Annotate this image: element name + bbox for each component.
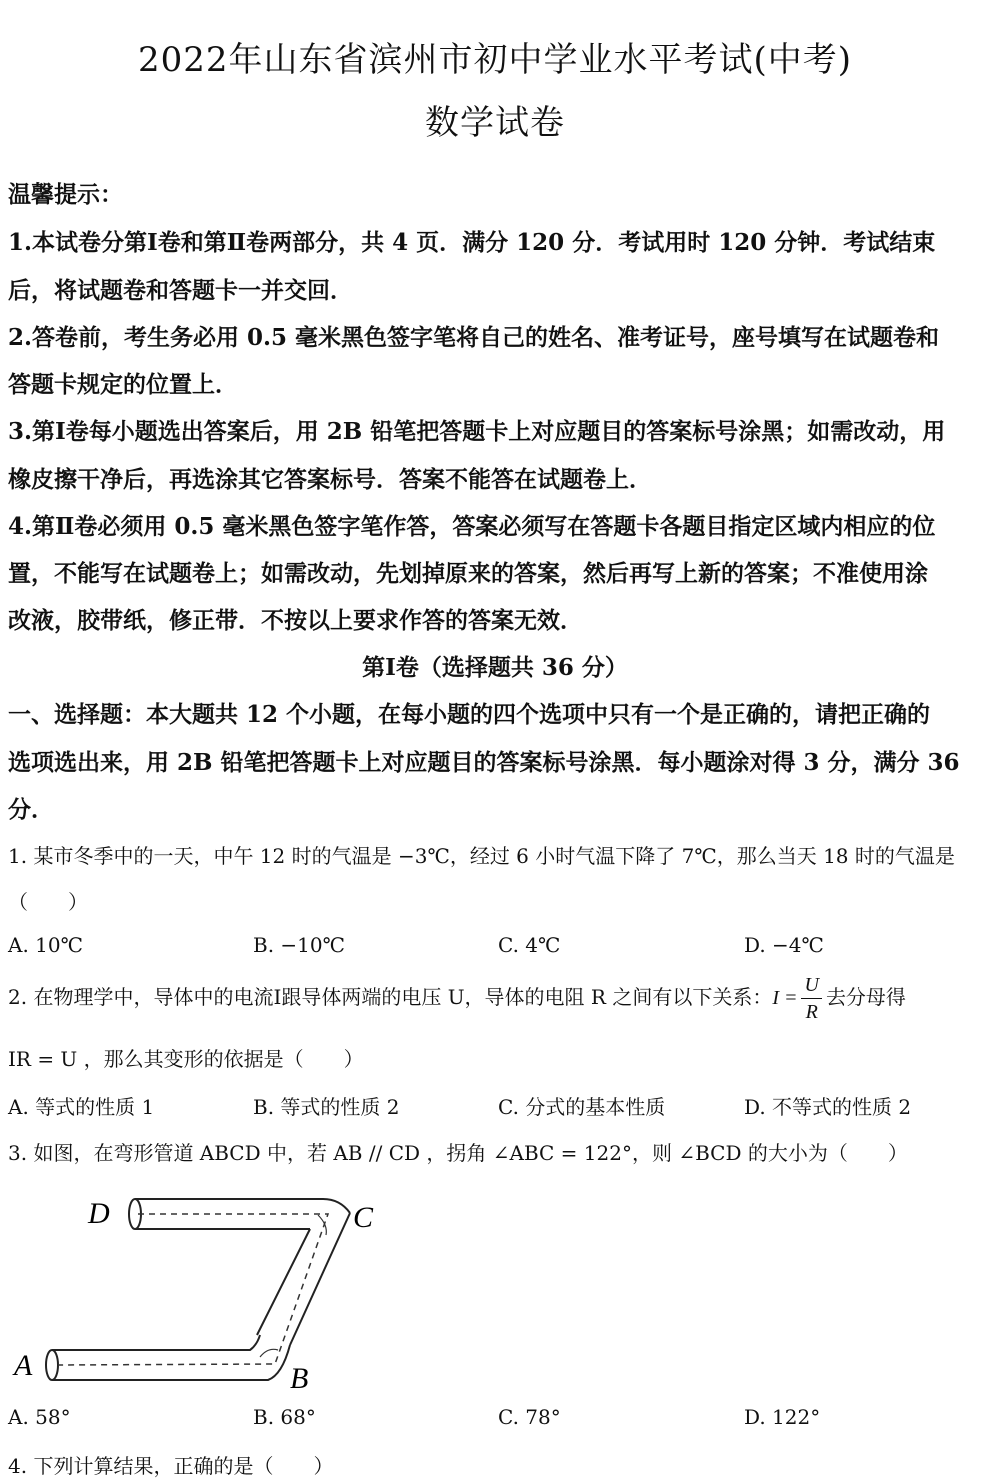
notice-line: 答题卡规定的位置上． <box>8 371 238 398</box>
notice-line: 2.答卷前，考生务必用 0.5 毫米黑色签字笔将自己的姓名、准考证号，座号填写在试题卷和 <box>8 324 940 351</box>
question-1-stem: 1. 某市冬季中的一天，中午 12 时的气温是 −3℃，经过 6 小时气温下降了 7℃，那么当天 18 时的气温是 <box>8 844 955 868</box>
question-1-option-b: B. −10℃ <box>253 933 345 957</box>
bent-pipe-figure <box>10 1185 410 1395</box>
exam-subtitle: 数学试卷 <box>425 103 565 143</box>
figure-label-a: A <box>14 1349 33 1382</box>
question-2-stem-tail: 去分母得 <box>825 985 906 1009</box>
question-3-option-c: C. 78° <box>498 1405 561 1429</box>
question-3-option-a: A. 58° <box>8 1405 71 1429</box>
notice-heading: 温馨提示： <box>8 181 123 208</box>
notice-line: 后，将试题卷和答题卡一并交回． <box>8 277 353 304</box>
notice-line: 改液，胶带纸，修正带．不按以上要求作答的答案无效． <box>8 607 583 634</box>
section-title: 第Ⅰ卷（选择题共 36 分） <box>362 654 628 681</box>
formula-lhs: I = <box>772 987 798 1009</box>
notice-line: 3.第Ⅰ卷每小题选出答案后，用 2B 铅笔把答题卡上对应题目的答案标号涂黑；如需改动，用 <box>8 418 946 445</box>
question-2-stem-line2: IR = U ，那么其变形的依据是（ ） <box>8 1047 364 1071</box>
question-2-option-a: A. 等式的性质 1 <box>8 1095 155 1119</box>
formula-fraction <box>801 972 821 1025</box>
question-2-option-d: D. 不等式的性质 2 <box>744 1095 912 1119</box>
question-1-blank: （ ） <box>8 890 88 914</box>
exam-title: 2022年山东省滨州市初中学业水平考试(中考) <box>137 40 853 80</box>
question-2-stem <box>8 972 906 1025</box>
section-intro-line: 选项选出来，用 2B 铅笔把答题卡上对应题目的答案标号涂黑．每小题涂对得 3 分，满分 36 <box>8 749 960 776</box>
section-intro-line: 一、选择题：本大题共 12 个小题，在每小题的四个选项中只有一个是正确的，请把正确的 <box>8 701 931 728</box>
figure-label-c: C <box>353 1201 374 1234</box>
section-intro-line: 分． <box>8 796 54 823</box>
question-4-stem: 4. 下列计算结果，正确的是（ ） <box>8 1454 334 1478</box>
notice-line: 1.本试卷分第Ⅰ卷和第Ⅱ卷两部分，共 4 页．满分 120 分．考试用时 120 分钟．考试结束 <box>8 229 936 256</box>
question-2-stem-text: 2. 在物理学中，导体中的电流Ⅰ跟导体两端的电压 U，导体的电阻 R 之间有以下关系： <box>8 985 773 1009</box>
notice-line: 4.第Ⅱ卷必须用 0.5 毫米黑色签字笔作答，答案必须写在答题卡各题目指定区域内相应的位 <box>8 513 936 540</box>
figure-label-d: D <box>88 1197 110 1230</box>
question-2-option-c: C. 分式的基本性质 <box>498 1095 666 1119</box>
question-3-stem: 3. 如图，在弯形管道 ABCD 中，若 AB // CD ，拐角 ∠ABC = 122°，则 ∠BCD 的大小为（ ） <box>8 1141 908 1165</box>
notice-line: 橡皮擦干净后，再选涂其它答案标号．答案不能答在试题卷上． <box>8 466 652 493</box>
notice-line: 置，不能写在试题卷上；如需改动，先划掉原来的答案，然后再写上新的答案；不准使用涂 <box>8 560 928 587</box>
formula-denominator: R <box>805 1001 818 1023</box>
question-3-option-b: B. 68° <box>253 1405 316 1429</box>
question-1-option-a: A. 10℃ <box>8 933 83 957</box>
question-2-option-b: B. 等式的性质 2 <box>253 1095 400 1119</box>
question-3-option-d: D. 122° <box>744 1405 821 1429</box>
question-1-option-d: D. −4℃ <box>744 933 824 957</box>
figure-label-b: B <box>290 1362 309 1395</box>
question-1-option-c: C. 4℃ <box>498 933 561 957</box>
formula-numerator: U <box>801 972 821 999</box>
